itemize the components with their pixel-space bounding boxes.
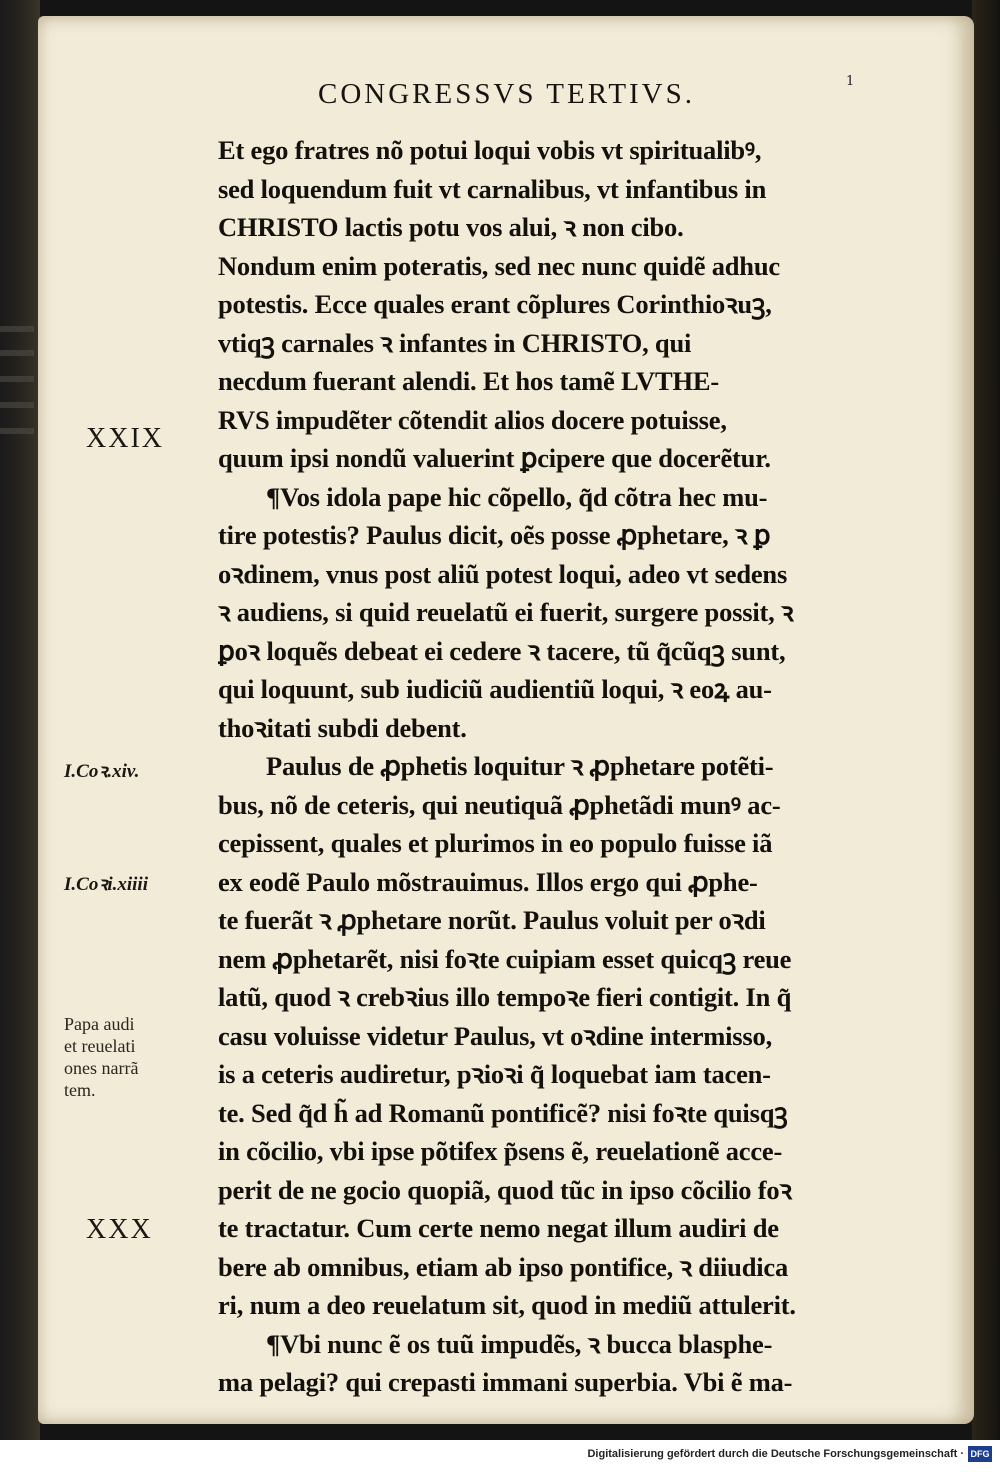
marginal-note xyxy=(64,1013,138,1101)
text-line: ¶Vos idola pape hic cõpello, q̃d cõtra hec mu- xyxy=(266,481,768,512)
marginal-note-line: tem. xyxy=(64,1080,96,1100)
text-line: Nondum enim poteratis, sed nec nunc quidẽ adhuc xyxy=(218,250,780,281)
text-line: CHRISTO lactis potu vos alui, ꝛ non cibo. xyxy=(218,212,684,242)
text-line: tire potestis? Paulus dicit, oẽs posse ꝓphetare, ꝛ ꝑ xyxy=(218,520,771,550)
text-line: perit de ne gocio quopiã, quod tũc in ipso cõcilio foꝛ xyxy=(218,1174,792,1205)
text-line: in cõcilio, vbi ipse põtifex p̃sens ẽ, reuelationẽ acce- xyxy=(218,1136,783,1166)
funding-credit: Digitalisierung gefördert durch die Deutsche Forschungsgemeinschaft · xyxy=(587,1448,964,1460)
marginal-note-line: et reuelati xyxy=(64,1036,136,1056)
bleed-through-mark xyxy=(0,428,34,434)
marginal-section-numeral: XXX xyxy=(86,1214,153,1245)
text-line: is a ceteris audiretur, pꝛioꝛi q̃ loquebat iam tacen- xyxy=(218,1059,771,1089)
bleed-through-mark xyxy=(0,402,34,408)
marginal-note-line: Papa audi xyxy=(64,1014,135,1034)
marginal-section-numeral: XXIX xyxy=(86,423,164,454)
text-line: RVS impudẽter cõtendit alios docere potuisse, xyxy=(218,404,727,435)
text-line: casu voluisse videtur Paulus, vt oꝛdine intermisso, xyxy=(218,1020,773,1051)
text-line: bus, nõ de ceteris, qui neutiquã ꝓphetãdi munꝰ ac- xyxy=(218,789,781,820)
body-text xyxy=(218,131,918,1402)
text-line: te. Sed q̃d h̃ ad Romanũ pontificẽ? nisi foꝛte quisqꝫ xyxy=(218,1097,788,1128)
text-line: ¶Vbi nunc ẽ os tuũ impudẽs, ꝛ bucca blasphe- xyxy=(266,1328,773,1359)
marginal-scripture-reference: I.Coꝛi.xiiii xyxy=(64,874,148,895)
text-line: potestis. Ecce quales erant cõplures Corinthioꝛuꝫ, xyxy=(218,289,772,319)
text-line: oꝛdinem, vnus post aliũ potest loqui, adeo vt sedens xyxy=(218,558,788,589)
text-line: qui loquunt, sub iudiciũ audientiũ loqui, ꝛ eoꝝ au- xyxy=(218,674,772,704)
text-line: thoꝛitati subdi debent. xyxy=(218,712,467,743)
text-line: vtiqꝫ carnales ꝛ infantes in CHRISTO, qui xyxy=(218,327,692,358)
book-edge-left xyxy=(0,0,40,1440)
running-head: CONGRESSVS TERTIVS. xyxy=(318,78,696,110)
text-line: quum ipsi nondũ valuerint ꝑcipere que docerẽtur. xyxy=(218,443,771,473)
dfg-logo: DFG xyxy=(968,1446,992,1462)
footer-bar xyxy=(0,1440,1000,1472)
text-line: bere ab omnibus, etiam ab ipso pontifice, ꝛ diiudica xyxy=(218,1251,789,1282)
marginal-scripture-reference: I.Coꝛ.xiv. xyxy=(64,761,140,782)
text-line: cepissent, quales et plurimos in eo populo fuisse iã xyxy=(218,828,773,858)
marginal-note-line: ones narrã xyxy=(64,1058,139,1078)
bleed-through-mark xyxy=(0,326,34,332)
text-line: ꝑoꝛ loquẽs debeat ei cedere ꝛ tacere, tũ q̃cũqꝫ sunt, xyxy=(218,635,786,666)
text-line: nem ꝓphetarẽt, nisi foꝛte cuipiam esset quicqꝫ reue xyxy=(218,943,792,974)
text-line: te fuerãt ꝛ ꝓphetare norũt. Paulus voluit per oꝛdi xyxy=(218,905,766,935)
text-line: Paulus de ꝓphetis loquitur ꝛ ꝓphetare potẽti- xyxy=(266,751,774,781)
text-line: sed loquendum fuit vt carnalibus, vt infantibus in xyxy=(218,173,767,204)
text-line: necdum fuerant alendi. Et hos tamẽ LVTHE- xyxy=(218,366,719,396)
text-line: latũ, quod ꝛ crebꝛius illo tempoꝛe fieri contigit. In q̃ xyxy=(218,982,792,1012)
bleed-through-mark xyxy=(0,350,34,356)
text-line: ex eodẽ Paulo mõstrauimus. Illos ergo qui ꝓphe- xyxy=(218,866,758,897)
text-line: ma pelagi? qui crepasti immani superbia. Vbi ẽ ma- xyxy=(218,1367,793,1397)
bleed-through-mark xyxy=(0,376,34,382)
text-line: te tractatur. Cum certe nemo negat illum audiri de xyxy=(218,1213,779,1243)
book-edge-right xyxy=(972,0,1000,1440)
folio-number: 1 xyxy=(846,74,855,89)
text-line: Et ego fratres nõ potui loqui vobis vt spiritualibꝰ, xyxy=(218,135,762,165)
text-line: ri, num a deo reuelatum sit, quod in mediũ attulerit. xyxy=(218,1290,796,1320)
text-line: ꝛ audiens, si quid reuelatũ ei fuerit, surgere possit, ꝛ xyxy=(218,597,794,627)
